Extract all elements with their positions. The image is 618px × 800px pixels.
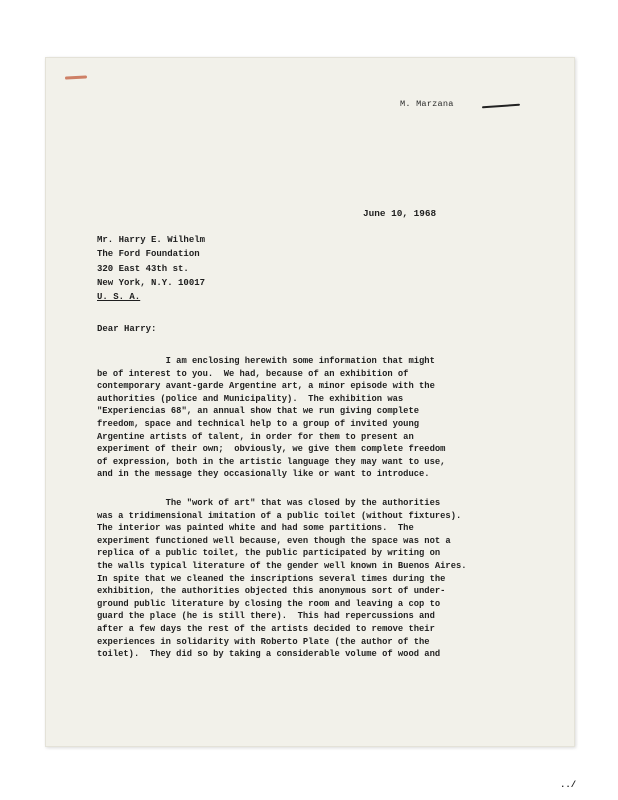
letter-page: [45, 57, 577, 790]
address-line: Mr. Harry E. Wilhelm: [97, 235, 206, 245]
body-line: The "work of art" that was closed by the authorities: [97, 498, 441, 508]
body-line: be of interest to you. We had, because of an exhibition of: [97, 368, 409, 379]
address-line: New York, N.Y. 10017: [97, 277, 206, 288]
address-line: The Ford Foundation: [97, 249, 200, 260]
body-paragraph-1: [97, 355, 445, 481]
body-line: ground public literature by closing the room and leaving a cop to: [97, 598, 441, 609]
continuation-mark: ../: [560, 780, 577, 790]
body-line: of expression, both in the artistic language they may want to use,: [97, 456, 446, 467]
staple-mark: [65, 75, 87, 79]
body-line: freedom, space and technical help to a group of invited young: [97, 418, 420, 429]
annotation-dash: [482, 104, 520, 109]
body-line: exhibition, the authorities objected this anonymous sort of under-: [97, 586, 446, 597]
body-line: guard the place (he is still there). This had repercussions and: [97, 611, 435, 622]
body-line: experiences in solidarity with Roberto Plate (the author of the: [97, 636, 430, 647]
body-line: "Experiencias 68", an annual show that we run giving complete: [97, 406, 420, 417]
body-line: contemporary avant-garde Argentine art, a minor episode with the: [97, 381, 435, 392]
body-line: after a few days the rest of the artists decided to remove their: [97, 623, 435, 634]
body-line: toilet). They did so by taking a considerable volume of wood and: [97, 649, 441, 660]
body-line: In spite that we cleaned the inscriptions several times during the: [97, 573, 446, 584]
body-line: authorities (police and Municipality). The exhibition was: [97, 393, 404, 404]
body-line: I am enclosing herewith some information that might: [97, 356, 435, 366]
body-line: the walls typical literature of the gender well known in Buenos Aires.: [97, 560, 467, 571]
body-line: The interior was painted white and had some partitions. The: [97, 523, 414, 534]
letter-date: June 10, 1968: [363, 208, 437, 219]
body-line: and in the message they occasionally like or want to introduce.: [97, 469, 430, 480]
address-line: 320 East 43th st.: [97, 263, 189, 274]
body-line: Argentine artists of talent, in order for them to present an: [97, 431, 414, 442]
recipient-address: [97, 233, 205, 304]
handwritten-annotation: M. Marzana: [400, 99, 454, 109]
body-line: experiment functioned well because, even though the space was not a: [97, 535, 451, 546]
body-line: replica of a public toilet, the public participated by writing on: [97, 548, 441, 559]
salutation: Dear Harry:: [97, 324, 157, 334]
body-line: was a tridimensional imitation of a public toilet (without fixtures).: [97, 510, 462, 521]
body-paragraph-2: [97, 497, 467, 661]
address-line-country: U. S. A.: [97, 292, 141, 303]
body-line: experiment of their own; obviously, we give them complete freedom: [97, 444, 446, 455]
